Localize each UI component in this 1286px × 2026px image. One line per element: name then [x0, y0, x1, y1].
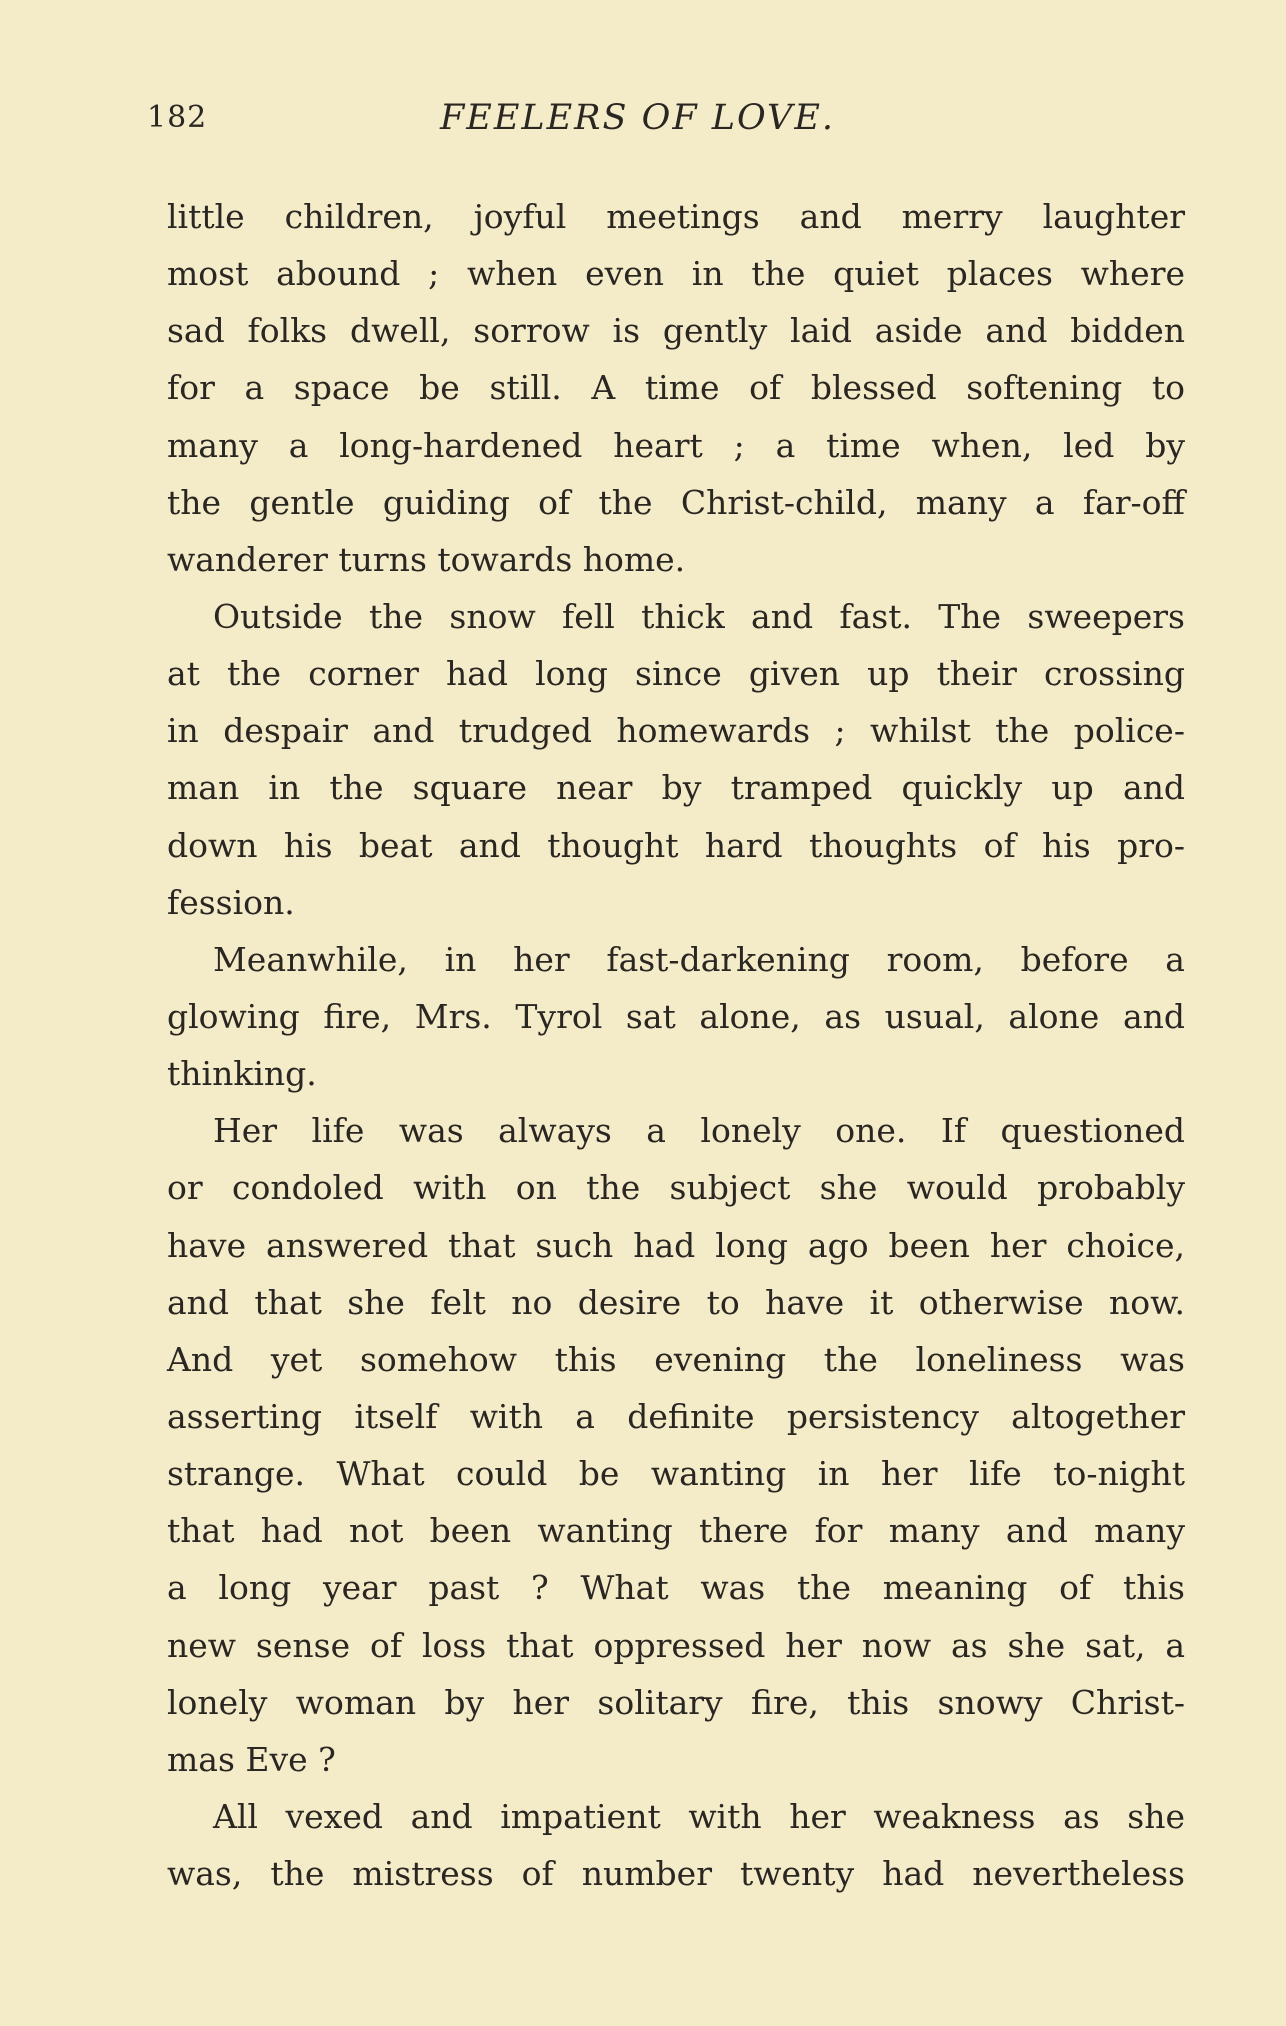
- paragraph-start-line: Outside the snow fell thick and fast. The sweepers: [213, 596, 1185, 636]
- page-number: 182: [147, 100, 208, 135]
- text-line: thinking.: [167, 1054, 317, 1094]
- text-line: or condoled with on the subject she would probably: [167, 1168, 1185, 1208]
- text-line: in despair and trudged homewards ; whilst the police-: [167, 711, 1185, 751]
- body-text: [167, 188, 1185, 1902]
- text-line: have answered that such had long ago been her choice,: [167, 1225, 1185, 1265]
- text-line: many a long-hardened heart ; a time when, led by: [167, 425, 1185, 465]
- text-line: and that she felt no desire to have it otherwise now.: [167, 1282, 1185, 1322]
- text-line: sad folks dwell, sorrow is gently laid aside and bidden: [167, 311, 1185, 351]
- paragraph-start-line: Meanwhile, in her fast-darkening room, before a: [213, 939, 1185, 979]
- text-line: glowing fire, Mrs. Tyrol sat alone, as usual, alone and: [167, 996, 1185, 1036]
- text-line: And yet somehow this evening the loneliness was: [167, 1339, 1185, 1379]
- text-line: down his beat and thought hard thoughts of his pro-: [167, 825, 1185, 865]
- text-line: new sense of loss that oppressed her now as she sat, a: [167, 1625, 1185, 1665]
- text-line: for a space be still. A time of blessed softening to: [167, 368, 1185, 408]
- text-line: was, the mistress of number twenty had nevertheless: [167, 1854, 1185, 1894]
- text-line: at the corner had long since given up their crossing: [167, 654, 1185, 694]
- text-line: that had not been wanting there for many and many: [167, 1511, 1185, 1551]
- running-title: FEELERS OF LOVE.: [440, 98, 836, 138]
- text-line: the gentle guiding of the Christ-child, many a far-off: [167, 482, 1185, 522]
- paragraph-start-line: Her life was always a lonely one. If questioned: [213, 1111, 1185, 1151]
- text-line: mas Eve ?: [167, 1739, 336, 1779]
- text-line: fession.: [167, 882, 295, 922]
- text-line: little children, joyful meetings and merry laughter: [167, 197, 1185, 236]
- text-line: most abound ; when even in the quiet places where: [167, 254, 1185, 294]
- page-header: [0, 98, 1286, 148]
- text-line: a long year past ? What was the meaning of this: [167, 1568, 1185, 1608]
- text-line: man in the square near by tramped quickly up and: [167, 768, 1185, 808]
- text-line: wanderer turns towards home.: [167, 539, 686, 579]
- text-line: asserting itself with a definite persistency altogether: [167, 1396, 1185, 1436]
- text-line: lonely woman by her solitary fire, this snowy Christ-: [167, 1682, 1185, 1722]
- paragraph-start-line: All vexed and impatient with her weakness as she: [213, 1796, 1185, 1836]
- text-line: strange. What could be wanting in her life to-night: [167, 1454, 1185, 1494]
